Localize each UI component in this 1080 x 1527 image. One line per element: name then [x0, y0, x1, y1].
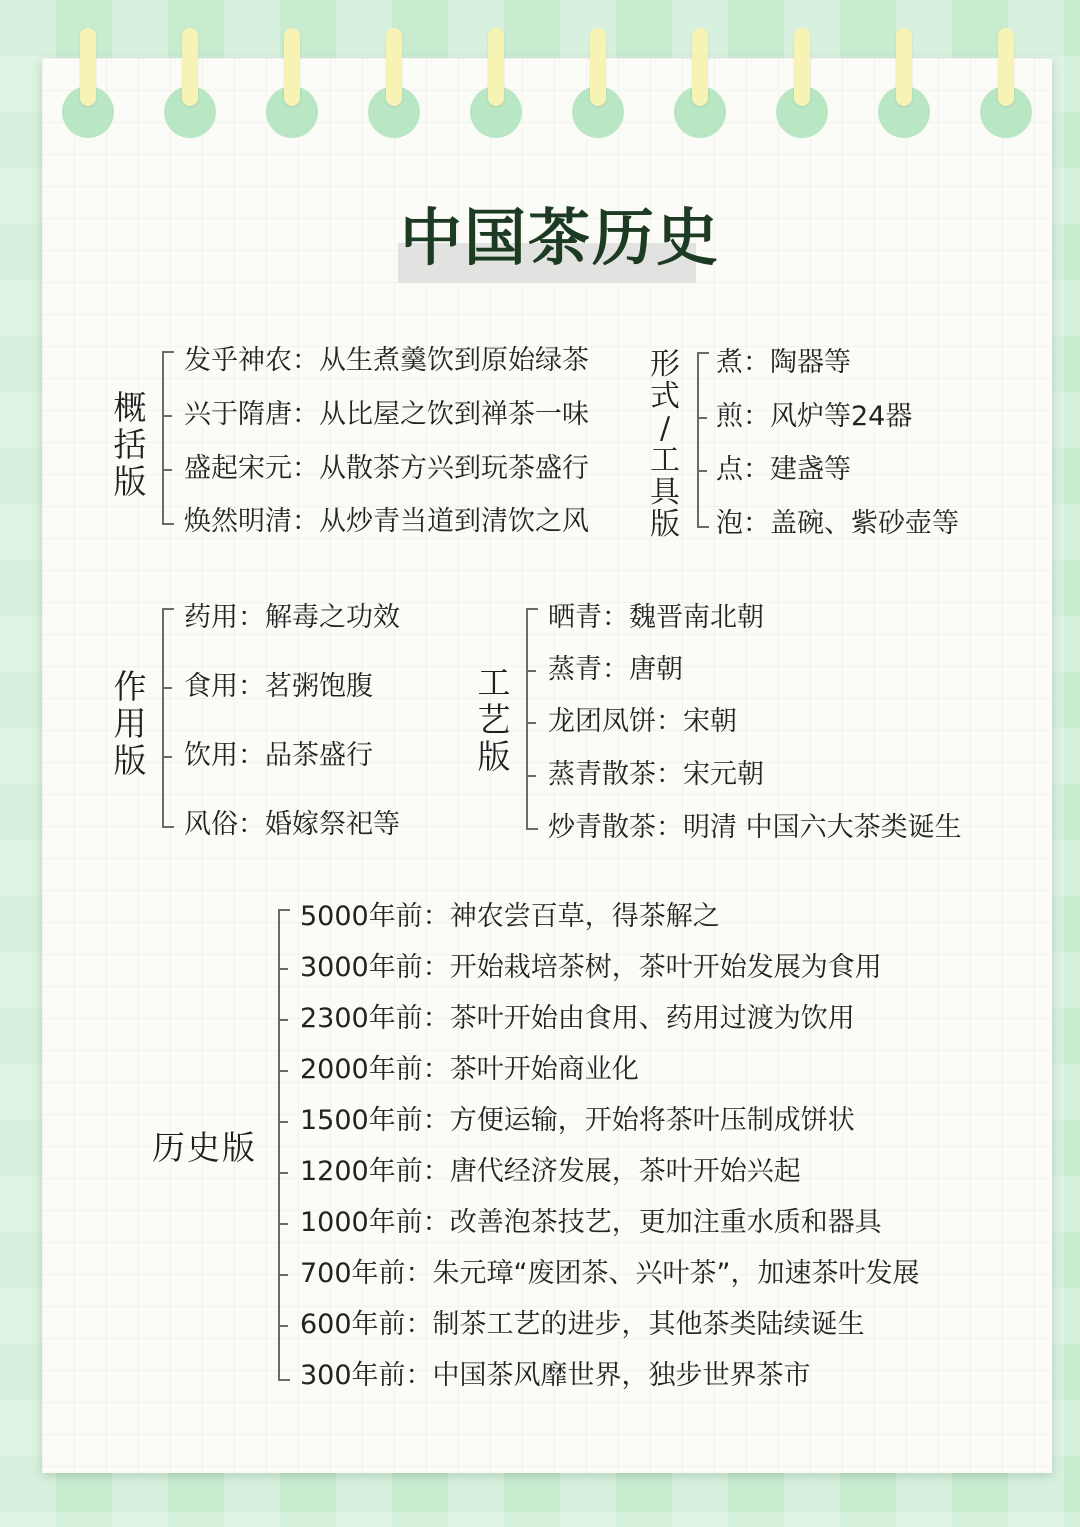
item-value: 方便运输，开始将茶叶压制成饼状 — [449, 1105, 855, 1136]
item-value: 从散茶方兴到玩茶盛行 — [319, 453, 589, 484]
item-value: 盖碗、紫砂壶等 — [770, 508, 959, 539]
item-value: 唐朝 — [629, 654, 683, 685]
item-key: 风俗 — [184, 809, 238, 840]
item-key: 龙团凤饼 — [548, 706, 656, 737]
tick — [162, 415, 172, 417]
list-item: 药用：解毒之功效 — [184, 602, 400, 633]
item-value: 从炒青当道到清饮之风 — [319, 506, 589, 537]
list-item: 1000年前：改善泡茶技艺，更加注重水质和器具 — [300, 1207, 882, 1238]
section-label-zuoyong — [113, 667, 147, 780]
item-value: 宋元朝 — [683, 759, 764, 790]
tick — [278, 1070, 288, 1072]
list-item: 兴于隋唐：从比屋之饮到禅茶一味 — [184, 399, 589, 430]
tick — [162, 756, 172, 758]
label-char: 作 — [113, 667, 147, 706]
item-key: 药用 — [184, 602, 238, 633]
page-title: 中国茶历史 — [400, 201, 721, 274]
list-item: 5000年前：神农尝百草，得茶解之 — [300, 901, 720, 932]
item-value: 从生煮羹饮到原始绿茶 — [319, 345, 589, 376]
label-char: 艺 — [477, 700, 511, 739]
label-char: 括 — [113, 425, 147, 464]
item-value: 陶器等 — [770, 347, 851, 378]
list-item: 煎：风炉等24器 — [716, 401, 913, 432]
list-item: 饮用：品茶盛行 — [184, 740, 373, 771]
list-item: 蒸青：唐朝 — [548, 654, 683, 685]
label-char: 版 — [650, 507, 680, 542]
section-label-gongyi — [477, 663, 511, 776]
item-value: 从比屋之饮到禅茶一味 — [319, 399, 589, 430]
section-label-xingshi — [648, 347, 682, 542]
item-value: 茶叶开始由食用、药用过渡为饮用 — [449, 1003, 855, 1034]
tick — [278, 1121, 288, 1123]
tick — [162, 469, 172, 471]
label-char: 用 — [113, 704, 147, 743]
item-key: 炒青散茶 — [548, 812, 656, 843]
tick — [278, 1172, 288, 1174]
list-item: 1500年前：方便运输，开始将茶叶压制成饼状 — [300, 1105, 855, 1136]
bracket — [162, 608, 174, 828]
list-item: 食用：茗粥饱腹 — [184, 671, 373, 702]
item-key: 盛起宋元 — [184, 453, 292, 484]
tick — [278, 968, 288, 970]
bracket — [162, 351, 174, 525]
item-key: 蒸青 — [548, 654, 602, 685]
list-item: 盛起宋元：从散茶方兴到玩茶盛行 — [184, 453, 589, 484]
item-key: 700年前 — [300, 1258, 406, 1289]
label-char: 概 — [113, 388, 147, 427]
list-item: 风俗：婚嫁祭祀等 — [184, 809, 400, 840]
tick — [697, 470, 707, 472]
label-char: 具 — [650, 475, 680, 510]
item-key: 蒸青散茶 — [548, 759, 656, 790]
binder-ring — [590, 28, 606, 106]
label-char: 版 — [113, 462, 147, 501]
item-value: 风炉等24器 — [770, 401, 913, 432]
tick — [697, 417, 707, 419]
label-char: 版 — [477, 737, 511, 776]
list-item: 2000年前：茶叶开始商业化 — [300, 1054, 639, 1085]
list-item: 蒸青散茶：宋元朝 — [548, 759, 764, 790]
binder-ring — [794, 28, 810, 106]
item-value: 婚嫁祭祀等 — [265, 809, 400, 840]
tick — [278, 1274, 288, 1276]
list-item: 煮：陶器等 — [716, 347, 851, 378]
item-value: 改善泡茶技艺，更加注重水质和器具 — [449, 1207, 882, 1238]
tick — [278, 1223, 288, 1225]
tick — [526, 670, 536, 672]
item-value: 宋朝 — [683, 706, 737, 737]
list-item: 700年前：朱元璋“废团茶、兴叶茶”，加速茶叶发展 — [300, 1258, 920, 1289]
list-item: 焕然明清：从炒青当道到清饮之风 — [184, 506, 589, 537]
section-label-lishi: 历史版 — [152, 1128, 257, 1167]
item-key: 煮 — [716, 347, 743, 378]
item-value: 神农尝百草，得茶解之 — [449, 901, 720, 932]
item-key: 2300年前 — [300, 1003, 423, 1034]
tick — [278, 1019, 288, 1021]
label-char: 式 — [650, 379, 680, 414]
binder-ring — [182, 28, 198, 106]
section-label-gaikuo — [113, 388, 147, 501]
binder-ring — [998, 28, 1014, 106]
label-char: 版 — [113, 741, 147, 780]
list-item: 3000年前：开始栽培茶树，茶叶开始发展为食用 — [300, 952, 882, 983]
list-item: 发乎神农：从生煮羹饮到原始绿茶 — [184, 345, 589, 376]
item-key: 1500年前 — [300, 1105, 423, 1136]
binder-ring — [488, 28, 504, 106]
item-key: 饮用 — [184, 740, 238, 771]
item-key: 煎 — [716, 401, 743, 432]
binder-ring — [896, 28, 912, 106]
list-item: 300年前：中国茶风靡世界，独步世界茶市 — [300, 1360, 811, 1391]
tick — [278, 1325, 288, 1327]
item-value: 开始栽培茶树，茶叶开始发展为食用 — [449, 952, 882, 983]
item-value: 制茶工艺的进步，其他茶类陆续诞生 — [432, 1309, 865, 1340]
bracket — [697, 352, 709, 528]
list-item: 点：建盏等 — [716, 454, 851, 485]
item-value: 中国茶风靡世界，独步世界茶市 — [432, 1360, 811, 1391]
item-key: 食用 — [184, 671, 238, 702]
item-key: 发乎神农 — [184, 345, 292, 376]
label-char: 工 — [477, 663, 511, 702]
item-value: 唐代经济发展，茶叶开始兴起 — [449, 1156, 801, 1187]
item-value: 品茶盛行 — [265, 740, 373, 771]
item-key: 5000年前 — [300, 901, 423, 932]
list-item: 1200年前：唐代经济发展，茶叶开始兴起 — [300, 1156, 801, 1187]
list-item: 龙团凤饼：宋朝 — [548, 706, 737, 737]
item-key: 泡 — [716, 508, 743, 539]
item-key: 焕然明清 — [184, 506, 292, 537]
binder-ring — [284, 28, 300, 106]
tick — [526, 775, 536, 777]
item-value: 朱元璋“废团茶、兴叶茶”，加速茶叶发展 — [432, 1258, 920, 1289]
item-key: 2000年前 — [300, 1054, 423, 1085]
list-item: 2300年前：茶叶开始由食用、药用过渡为饮用 — [300, 1003, 855, 1034]
item-key: 600年前 — [300, 1309, 406, 1340]
item-value: 明清 中国六大茶类诞生 — [683, 812, 962, 843]
list-item: 炒青散茶：明清 中国六大茶类诞生 — [548, 812, 962, 843]
item-key: 3000年前 — [300, 952, 423, 983]
binder-ring — [692, 28, 708, 106]
item-value: 解毒之功效 — [265, 602, 400, 633]
list-item: 泡：盖碗、紫砂壶等 — [716, 508, 959, 539]
item-value: 魏晋南北朝 — [629, 602, 764, 633]
item-value: 建盏等 — [770, 454, 851, 485]
list-item: 600年前：制茶工艺的进步，其他茶类陆续诞生 — [300, 1309, 865, 1340]
item-key: 1200年前 — [300, 1156, 423, 1187]
item-key: 晒青 — [548, 602, 602, 633]
item-key: 300年前 — [300, 1360, 406, 1391]
tick — [162, 687, 172, 689]
item-key: 点 — [716, 454, 743, 485]
list-item: 晒青：魏晋南北朝 — [548, 602, 764, 633]
item-key: 1000年前 — [300, 1207, 423, 1238]
item-key: 兴于隋唐 — [184, 399, 292, 430]
bracket — [278, 909, 290, 1381]
bracket — [526, 608, 538, 830]
item-value: 茗粥饱腹 — [265, 671, 373, 702]
label-char: 工 — [650, 443, 680, 478]
binder-ring — [80, 28, 96, 106]
item-value: 茶叶开始商业化 — [449, 1054, 639, 1085]
binder-ring — [386, 28, 402, 106]
label-char: 形 — [650, 347, 680, 382]
tick — [526, 722, 536, 724]
label-char: / — [659, 411, 671, 446]
